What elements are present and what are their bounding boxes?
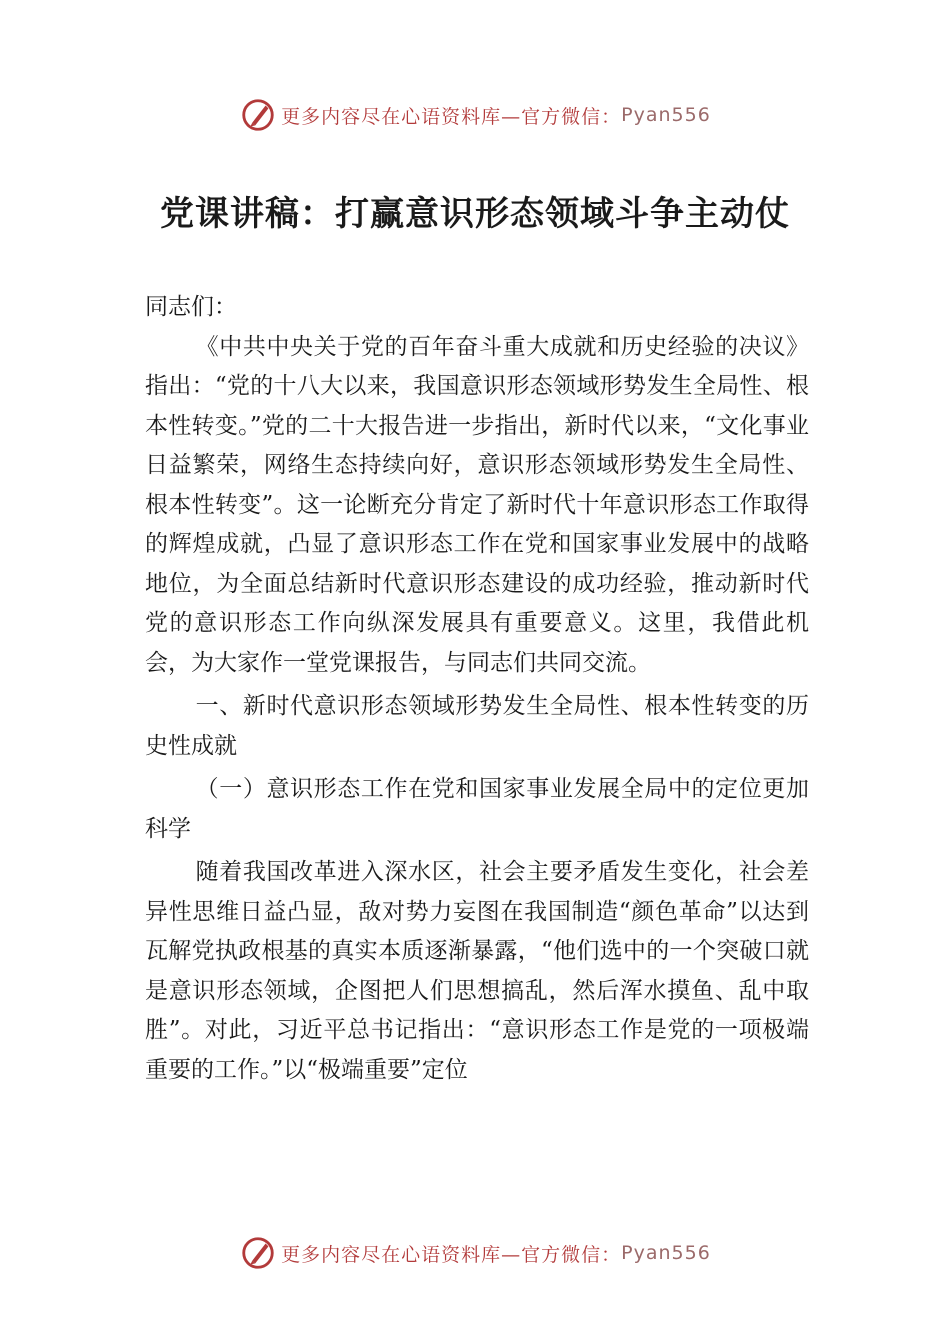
banner-wechat-id: Pyan556 (621, 104, 711, 126)
subsection-heading: （一）意识形态工作在党和国家事业发展全局中的定位更加科学 (145, 776, 809, 842)
document-body (145, 288, 809, 1090)
pen-logo-icon (239, 96, 277, 134)
banner-wechat-id: Pyan556 (621, 1242, 711, 1264)
salutation: 同志们： (145, 294, 237, 320)
document-title: 党课讲稿：打赢意识形态领域斗争主动仗 (160, 194, 790, 234)
header-banner (0, 96, 950, 134)
paragraph: 随着我国改革进入深水区，社会主要矛盾发生变化，社会差异性思维日益凸显，敌对势力妄图在我国制造“颜色革命”以达到瓦解党执政根基的真实本质逐渐暴露，“他们选中的一个突破口就是意识形态领域，企图把人们思想搞乱，然后浑水摸鱼、乱中取胜”。对此，习近平总书记指出：“意识形态工作是党的一项极端重要的工作。”以“极端重要”定位 (145, 859, 809, 1083)
pen-logo-icon (239, 1234, 277, 1272)
section-heading: 一、新时代意识形态领域形势发生全局性、根本性转变的历史性成就 (145, 693, 809, 759)
banner-text: 更多内容尽在心语资料库—官方微信： (281, 1243, 622, 1266)
banner-text: 更多内容尽在心语资料库—官方微信： (281, 105, 622, 128)
footer-banner (0, 1234, 950, 1272)
paragraph: 《中共中央关于党的百年奋斗重大成就和历史经验的决议》指出：“党的十八大以来，我国意识形态领域形势发生全局性、根本性转变。”党的二十大报告进一步指出，新时代以来，“文化事业日益繁荣，网络生态持续向好，意识形态领域形势发生全局性、根本性转变”。这一论断充分肯定了新时代十年意识形态工作取得的辉煌成就，凸显了意识形态工作在党和国家事业发展中的战略地位，为全面总结新时代意识形态建设的成功经验，推动新时代党的意识形态工作向纵深发展具有重要意义。这里，我借此机会，为大家作一堂党课报告，与同志们共同交流。 (145, 333, 809, 676)
